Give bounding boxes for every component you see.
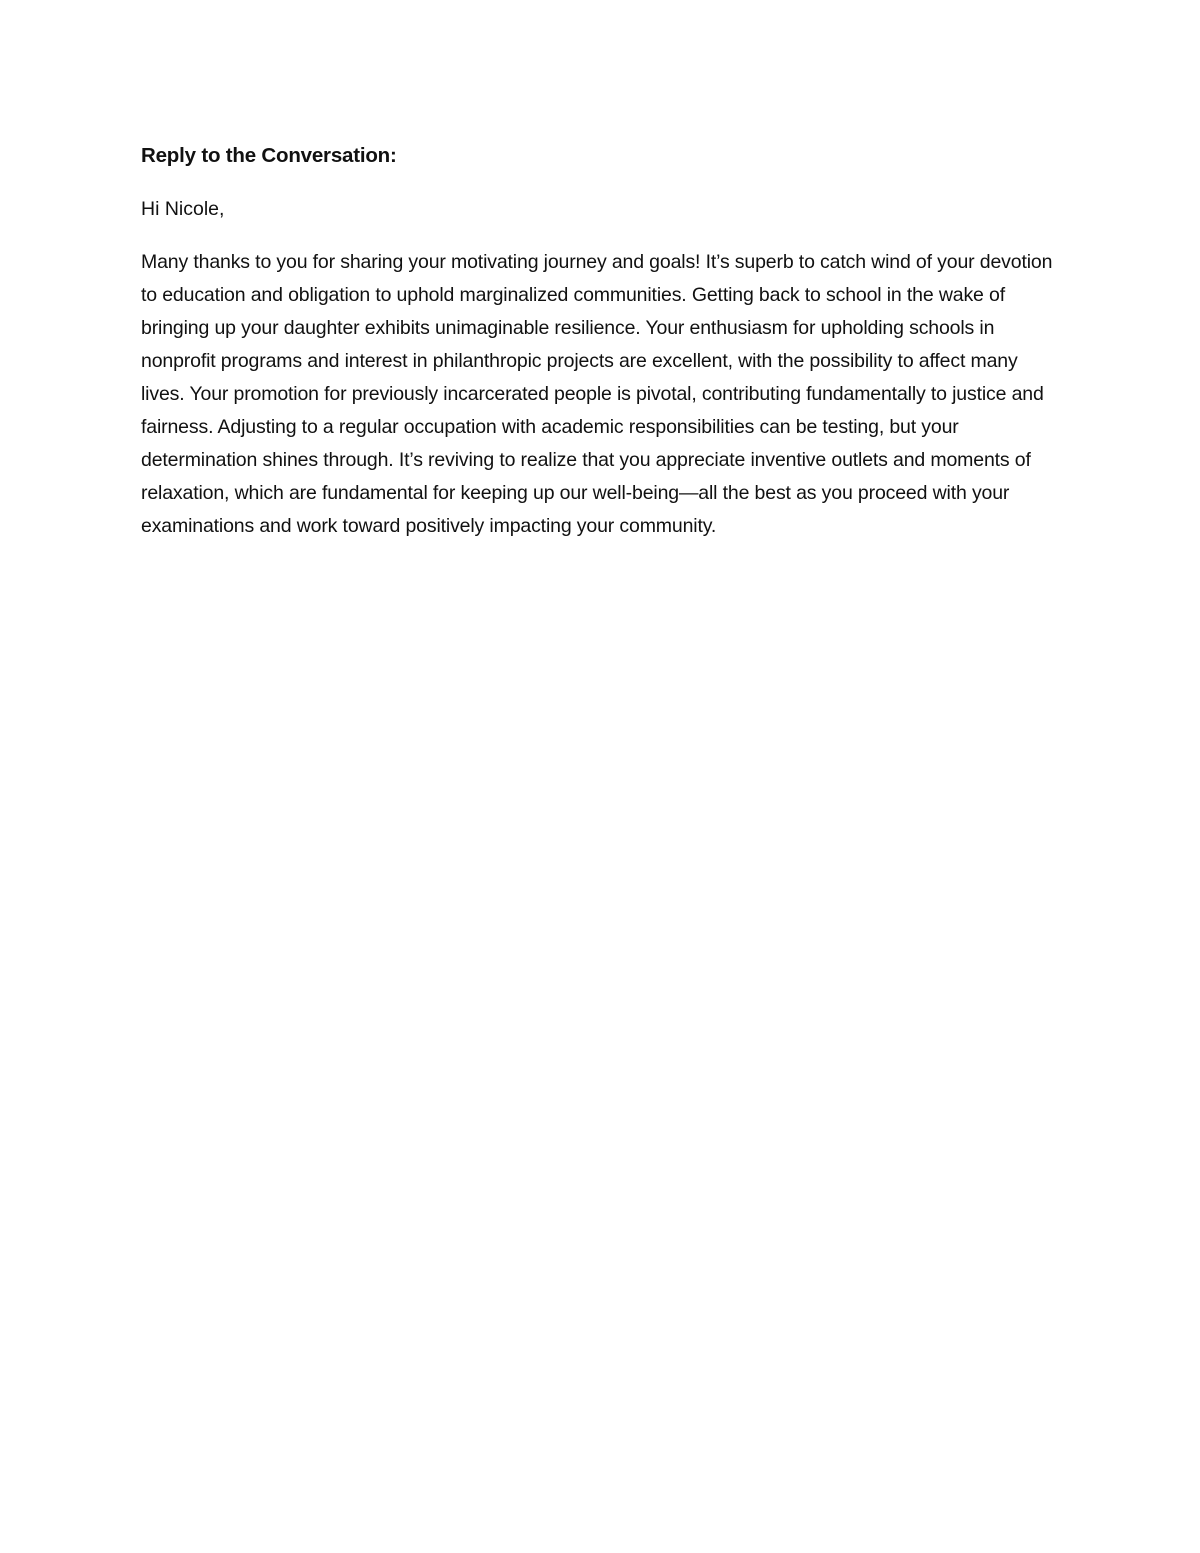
document-content	[141, 140, 1061, 543]
reply-heading: Reply to the Conversation:	[141, 144, 397, 167]
greeting-line: Hi Nicole,	[141, 198, 225, 220]
reply-body-paragraph: Many thanks to you for sharing your motivating journey and goals! It’s superb to catch wind of your devotion to education and obligation to uphold marginalized communities. Getting back to school in the wake of bringing up your daughter exhibits unimaginable resilience. Your enthusiasm for upholding schools in nonprofit programs and interest in philanthropic projects are excellent, with the possibility to affect many lives. Your promotion for previously incarcerated people is pivotal, contributing fundamentally to justice and fairness. Adjusting to a regular occupation with academic responsibilities can be testing, but your determination shines through. It’s reviving to realize that you appreciate inventive outlets and moments of relaxation, which are fundamental for keeping up our well-being—all the best as you proceed with your examinations and work toward positively impacting your community.	[141, 251, 1053, 537]
